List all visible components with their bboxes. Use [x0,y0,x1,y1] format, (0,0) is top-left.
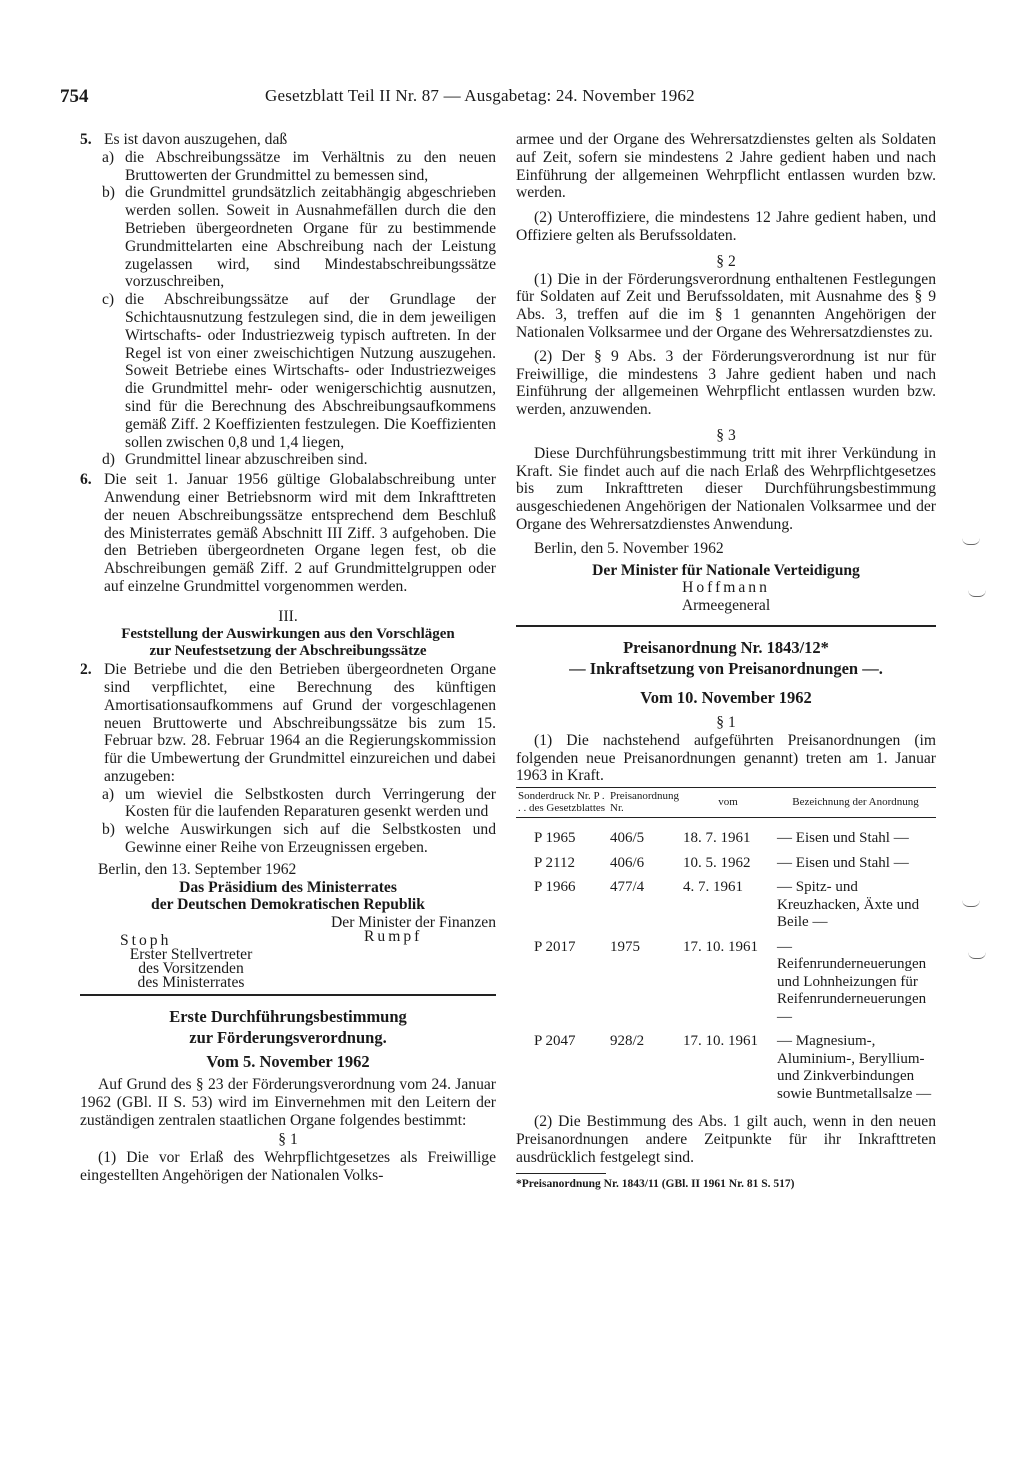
table-cell: P 2017 [534,938,576,955]
table-cell: — Magnesium-, Aluminium-, Beryllium- und Zinkverbindungen sowie Buntmetallsalze — [777,1033,932,1102]
signatory-rank: Armeegeneral [681,597,771,615]
price-order-date: Vom 10. November 1962 [640,687,812,707]
sub-letter: b) [102,184,115,202]
item-5 [80,131,496,149]
paragraph-text: armee und der Organe des Wehrersatzdienstes gelten als Soldaten auf Zeit, sofern sie mindestens 2 Jahre gedient haben und nach Einführung der allgemeinen Wehrpflicht entlassen wurden bzw. werden. [516,131,936,202]
table-cell: — Spitz- und Kreuzhacken, Äxte und Beile — [777,879,920,931]
item-number: 2. [80,661,92,679]
sub-text: Grundmittel linear abzuschreiben sind. [125,451,368,469]
sub-item [80,184,496,291]
sub-letter: a) [102,785,115,803]
table-cell: 406/5 [610,830,645,847]
paragraph-text: (1) Die nachstehend aufgeführten Preisanordnungen (im folgenden neue Preisanordnungen genannt) treten am 1. Januar 1963 in Kraft. [516,731,936,785]
price-order-header [516,637,936,708]
organization: der Deutschen Demokratischen Republik [151,896,425,914]
signatory-role: des Ministerrates [137,974,245,992]
place-date: Berlin, den 5. November 1962 [534,539,724,557]
item-6 [80,471,496,596]
margin-mark [968,952,986,959]
paragraph-sign: § 1 [716,713,736,731]
margin-mark [962,538,980,545]
signatory-role: Erster Stellvertreter [129,946,253,964]
table-cell: P 1965 [534,830,576,847]
page-number: 754 [60,86,89,107]
table-cell: 477/4 [610,879,645,896]
table-cell: 1975 [610,938,640,955]
table-cell: P 1966 [534,879,576,896]
margin-mark [968,590,986,597]
sub-letter: a) [102,148,115,166]
table-cell: P 2047 [534,1033,576,1050]
column-header: Sonderdruck Nr. P . . . des Gesetzblattes [516,788,608,818]
table-cell: 10. 5. 1962 [683,854,751,871]
decree-date: Vom 5. November 1962 [206,1052,370,1072]
signatory-name: Rumpf [364,928,423,946]
decree-title: zur Förderungsverordnung. [189,1028,387,1048]
minister-title: Der Minister für Nationale Verteidigung [592,561,860,579]
paragraph-text: (2) Die Bestimmung des Abs. 1 gilt auch, wenn in den neuen Preisanordnungen andere Zeitpunkte für ihr Inkrafttreten ausdrücklich festgelegt sind. [516,1113,936,1166]
item-2 [80,661,496,786]
table-cell: 17. 10. 1961 [683,938,759,955]
column-header: Bezeichnung der Anordnung [775,788,936,818]
footnote: *Preisanordnung Nr. 1843/11 (GBl. II 1961 Nr. 81 S. 517) [516,1177,795,1190]
minister-title: Der Minister der Finanzen [331,914,496,932]
paragraph-sign: § 3 [716,426,736,444]
table-cell: — Eisen und Stahl — [777,830,909,847]
section-divider [516,625,936,627]
price-order-subtitle: — Inkraftsetzung von Preisanordnungen —. [569,658,883,678]
table-header-row [516,788,936,818]
sub-item [80,786,496,822]
decree-title: Erste Durchführungsbestimmung [169,1007,407,1027]
table-cell: — Eisen und Stahl — [777,854,909,871]
signatory-name: Hoffmann [682,579,770,597]
sub-letter: d) [102,451,115,469]
signatory-name: Stoph [120,932,172,950]
section-roman: III. [278,607,298,625]
table-cell: 17. 10. 1961 [683,1033,759,1050]
sub-letter: b) [102,821,115,839]
sub-item [80,149,496,185]
price-order-title: Preisanordnung Nr. 1843/12* [623,637,829,657]
decree-header [80,1006,496,1072]
sub-text: um wieviel die Selbstkosten durch Verringerung der Kosten für die laufenden Reparaturen gesenkt werden und [125,785,496,821]
margin-mark [962,900,980,907]
paragraph-text: (2) Der § 9 Abs. 3 der Förderungsverordnung ist nur für Freiwillige, die mindestens 3 Jahre gedient haben und nach Einführung der allgemeinen Wehrpflicht entlassen wurden bzw. werden, anzuwenden. [516,347,936,419]
paragraph-sign: § 1 [278,1131,298,1149]
sub-letter: c) [102,291,115,309]
sub-item [80,821,496,857]
table-cell: — Reifenrunderneuerungen und Lohnheizungen für Reifenrunderneuerungen — [777,938,927,1025]
table-cell: P 2112 [534,854,575,871]
sub-item [80,451,496,469]
footnote-rule [516,1173,606,1174]
table-row [516,936,936,1031]
table-row [516,876,936,936]
decree-intro: Auf Grund des § 23 der Förderungsverordnung vom 24. Januar 1962 (GBl. II S. 53) wird im Einvernehmen mit den Leitern der zuständigen zentralen staatlichen Organe folgendes bestimmt: [80,1076,496,1129]
item-text: Die Betriebe und die den Betrieben übergeordneten Organe sind verpflichtet, eine Berechnung des künftigen Amortisationsaufkommens auf Grund der vorgeschlagenen neuen Bruttowerte und Abschreibungssätze bis zum 15. Februar bzw. 28. Februar 1964 an die Regierungskommission für die Umbewertung der Grundmittel einzureichen und dabei anzugeben: [104,661,496,785]
page-header [60,86,760,114]
sub-text: die Abschreibungssätze im Verhältnis zu den neuen Bruttowerten der Grundmittel zu bemessen sind, [125,148,496,184]
table-cell: 4. 7. 1961 [683,879,744,896]
item-lead: Es ist davon auszugehen, daß [104,131,288,148]
table-cell: 928/2 [610,1033,645,1050]
section-heading: Feststellung der Auswirkungen aus den Vorschlägen [121,625,455,642]
section-divider [80,994,496,996]
column-header: vom [681,788,775,818]
item-text: Die seit 1. Januar 1956 gültige Globalabschreibung unter Anwendung einer Betriebsnorm wird mit dem Inkrafttreten der neuen Abschreibungssätze entsprechend dem Beschluß des Ministerrates gemäß Abschnitt III Ziff. 3 aufgehoben. Die den Betrieben übergeordneten Organe legen fest, ob die Abschreibungen gemäß Ziff. 2 auf Grundmittelgruppen oder auf einzelne Grundmittel vorgenommen werden. [104,471,496,595]
header-title: Gesetzblatt Teil II Nr. 87 — Ausgabetag: 24. November 1962 [265,86,695,105]
table-cell: 406/6 [610,854,645,871]
table-row [516,1030,936,1107]
organization: Das Präsidium des Ministerrates [179,878,397,896]
item-number: 5. [80,131,92,148]
paragraph-sign: § 2 [716,252,736,270]
left-column [80,131,496,1185]
column-header: Preisanordnung Nr. [608,788,681,818]
signatory-role: des Vorsitzenden [138,960,244,978]
sub-text: die Grundmittel grundsätzlich zeitabhängig abgeschrieben werden sollen. Soweit in Ausnahmefällen durch die den Betrieben übergeordneten Organe für zu bestimmende Grundmittelarten eine Abschreibung nach der Leistung zugelassen wird, sind Mindestabschreibungssätze vorzuschreiben, [125,184,496,291]
sub-text: die Abschreibungssätze auf der Grundlage der Schichtausnutzung festzulegen sind, die in dem jeweiligen Wirtschafts- oder Industriezweig typisch auftreten. In der Regel ist von einer zweischichtigen Nutzung auszugehen. Soweit Betriebe eines Wirtschafts- oder Industriezweiges die Grundmittel mehr- oder wenigerschichtig ausnutzen, sind für die Berechnung des Abschreibungsaufkommens gemäß Ziff. 2 Koeffizienten festzulegen. Die Koeffizienten sollen zwischen 0,8 und 1,4 liegen, [125,291,496,451]
price-order-table [516,787,936,1107]
table-row [516,852,936,877]
right-column [516,131,936,1191]
table-cell: 18. 7. 1961 [683,830,751,847]
table-row [516,818,936,852]
section-heading: zur Neufestsetzung der Abschreibungssätze [149,643,427,660]
paragraph-text: (1) Die in der Förderungsverordnung enthaltenen Festlegungen für Soldaten auf Zeit und Berufssoldaten, mit Ausnahme des § 9 Abs. 3, treffen auf die im § 1 genannten Angehörigen der Nationalen Volksarmee und der Organe des Wehrersatzdienstes zu. [516,270,936,341]
signature-block [80,860,496,992]
sub-text: welche Auswirkungen sich auf die Selbstkosten und Gewinne einer Reihe von Erzeugnissen ergeben. [125,821,496,857]
place-date: Berlin, den 13. September 1962 [98,860,297,878]
paragraph-text: (1) Die vor Erlaß des Wehrpflichtgesetzes als Freiwillige eingestellten Angehörigen der Nationalen Volks- [80,1149,496,1185]
paragraph-text: (2) Unteroffiziere, die mindestens 12 Jahre gedient haben, und Offiziere gelten als Berufssoldaten. [516,209,936,244]
sub-item [80,291,496,451]
paragraph-text: Diese Durchführungsbestimmung tritt mit ihrer Verkündung in Kraft. Sie findet auch auf die nach Erlaß des Wehrpflichtgesetzes bis zum Inkrafttreten dieser Durchführungsbestimmung ausgeschiedenen Angehörigen der Nationalen Volksarmee und der Organe des Wehrersatzdienstes Anwendung. [516,444,936,533]
item-number: 6. [80,471,92,489]
